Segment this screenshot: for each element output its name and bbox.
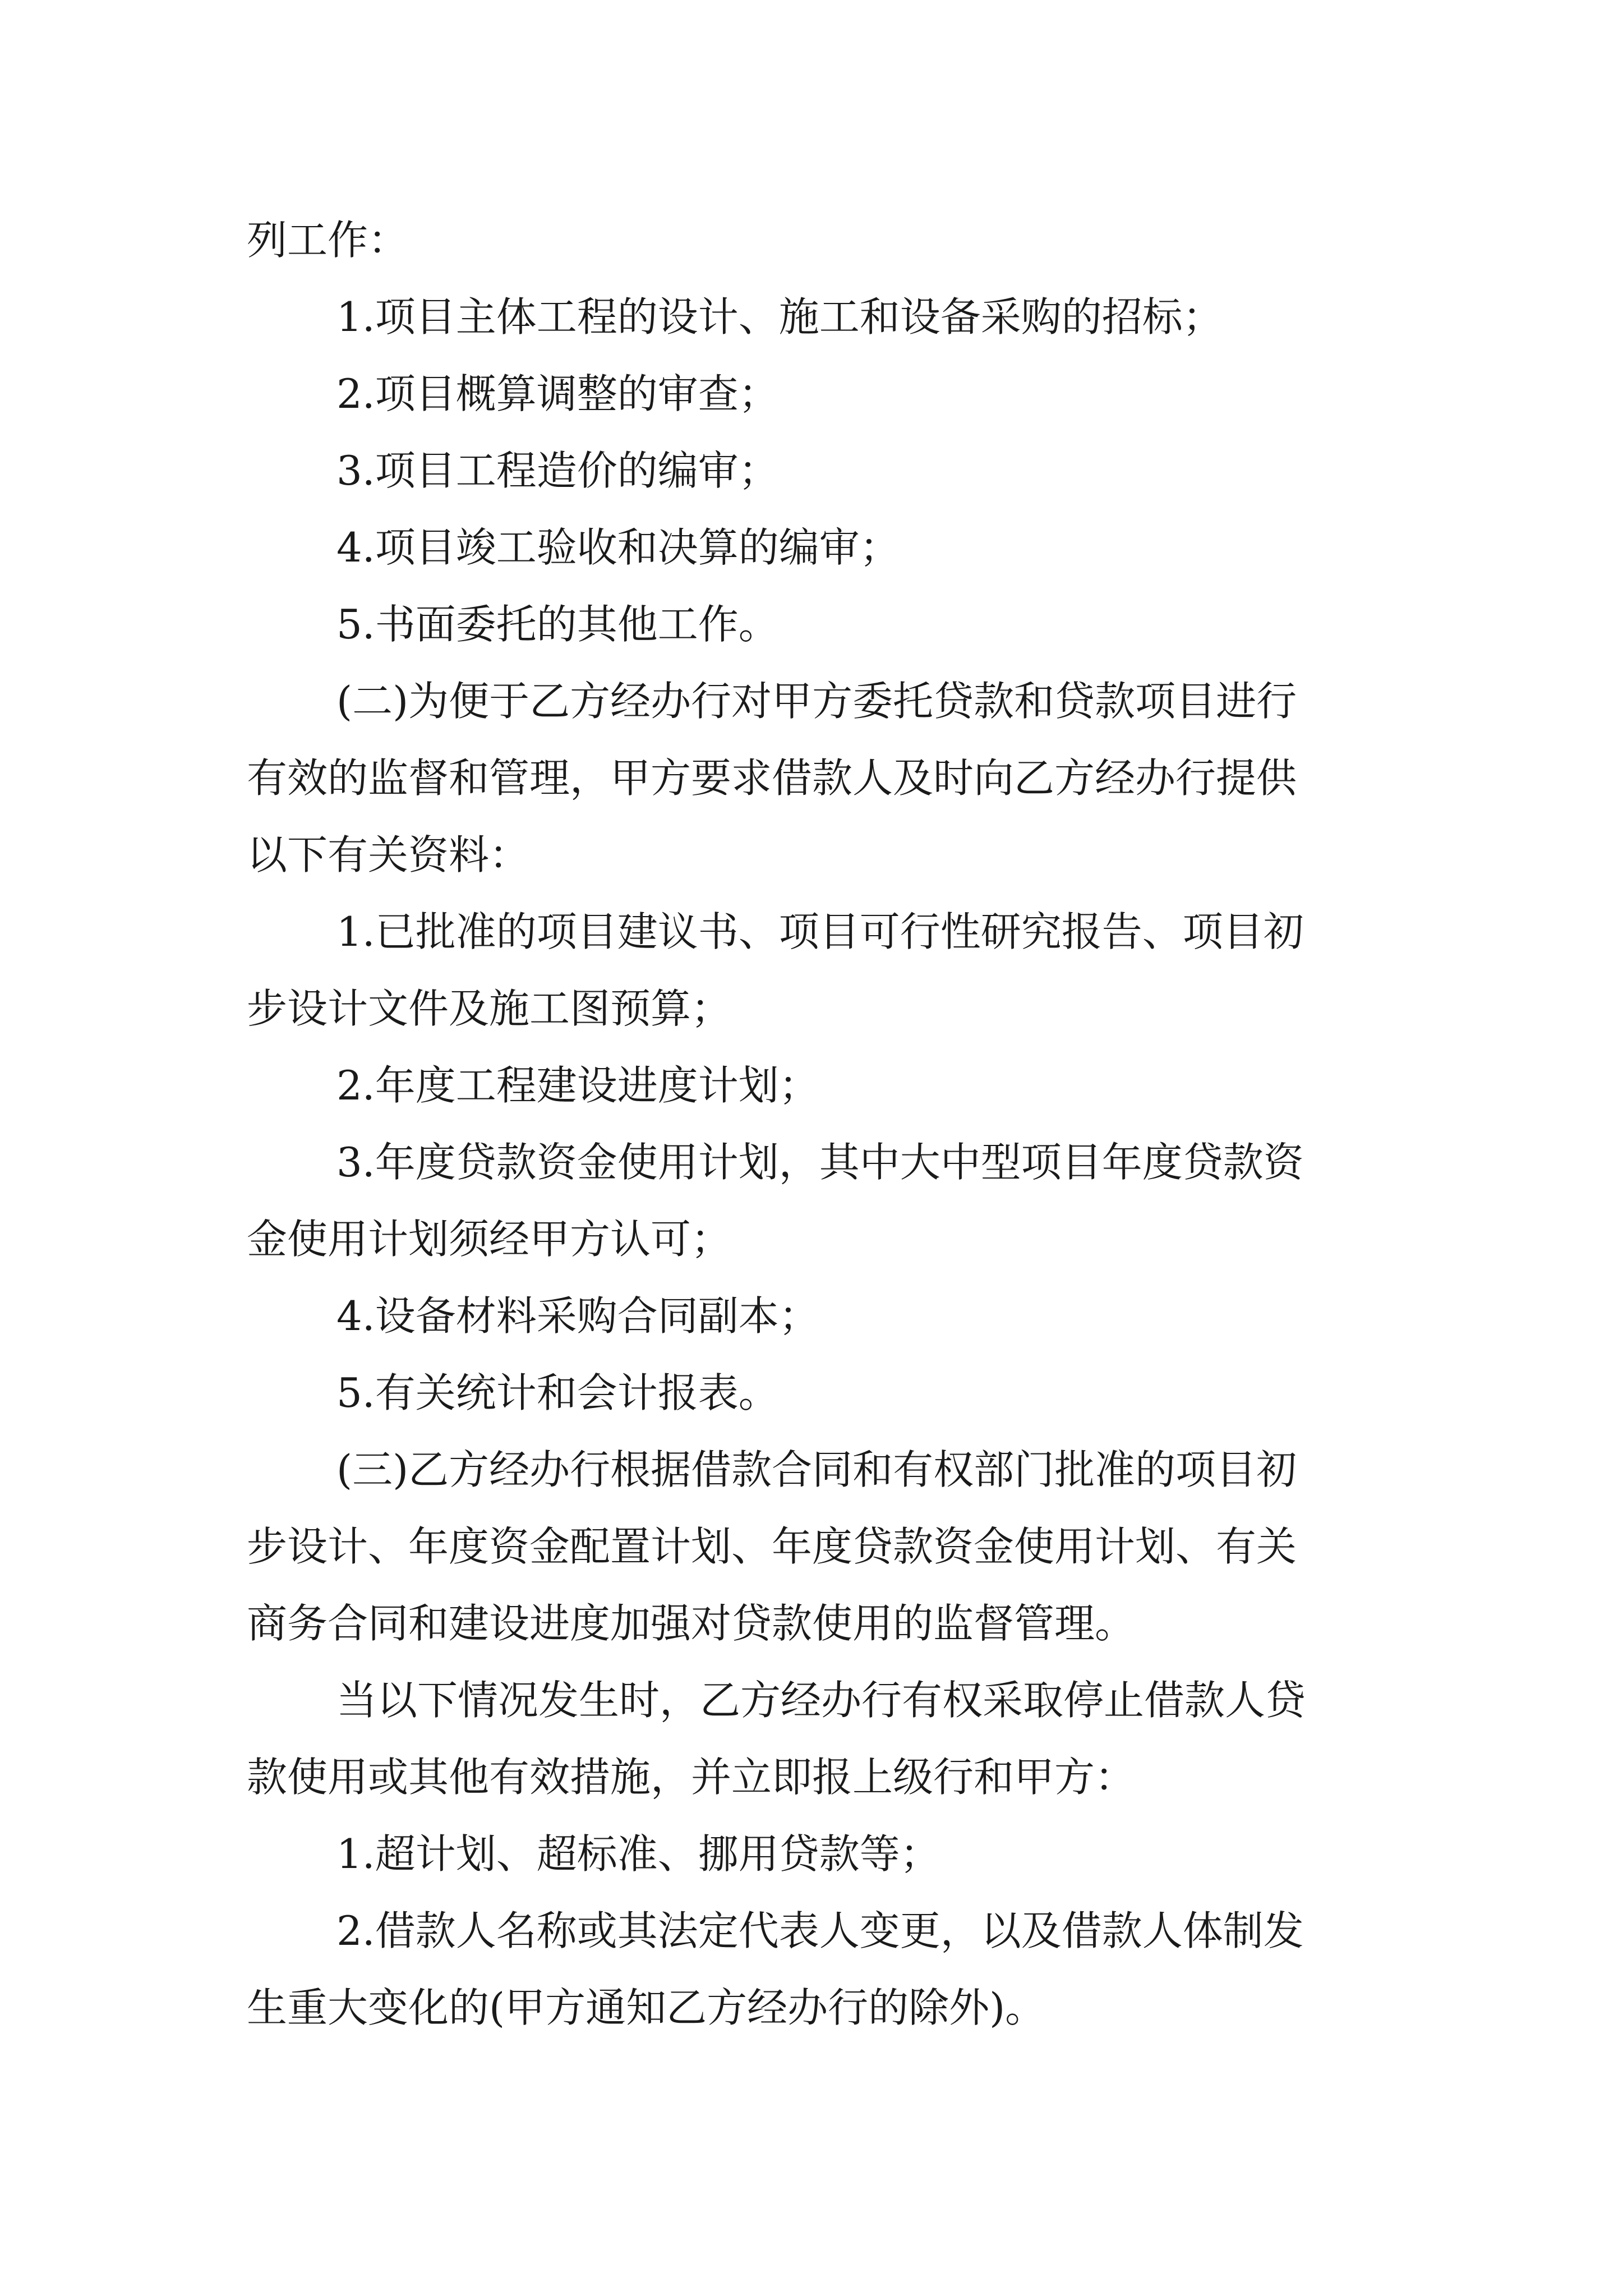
- body-line: (三)乙方经办行根据借款合同和有权部门批准的项目初: [336, 1446, 1297, 1493]
- body-line: 4.项目竣工验收和决算的编审；: [336, 524, 900, 571]
- body-line: 款使用或其他有效措施，并立即报上级行和甲方：: [247, 1754, 1136, 1801]
- body-line: 金使用计划须经甲方认可；: [247, 1216, 732, 1263]
- body-line: 2.项目概算调整的审查；: [336, 370, 779, 417]
- body-line: 5.有关统计和会计报表。: [336, 1369, 779, 1416]
- body-line: 1.项目主体工程的设计、施工和设备采购的招标；: [336, 293, 1223, 341]
- body-line: 2.年度工程建设进度计划；: [336, 1062, 819, 1109]
- document-page: [247, 202, 1380, 2046]
- body-line: 以下有关资料：: [247, 831, 530, 878]
- body-line: 步设计文件及施工图预算；: [247, 985, 732, 1032]
- body-line: 3.项目工程造价的编审；: [336, 447, 779, 494]
- body-line: (二)为便于乙方经办行对甲方委托贷款和贷款项目进行: [336, 678, 1297, 725]
- body-line: 步设计、年度资金配置计划、年度贷款资金使用计划、有关: [247, 1523, 1297, 1570]
- body-line: 3.年度贷款资金使用计划，其中大中型项目年度贷款资: [336, 1139, 1304, 1186]
- body-line: 商务合同和建设进度加强对贷款使用的监督管理。: [247, 1600, 1136, 1647]
- body-line: 当以下情况发生时，乙方经办行有权采取停止借款人贷: [336, 1677, 1306, 1724]
- body-line: 1.已批准的项目建议书、项目可行性研究报告、项目初: [336, 908, 1304, 955]
- body-line: 2.借款人名称或其法定代表人变更，以及借款人体制发: [336, 1907, 1304, 1954]
- body-line: 1.超计划、超标准、挪用贷款等；: [336, 1830, 940, 1878]
- body-line: 有效的监督和管理，甲方要求借款人及时向乙方经办行提供: [247, 754, 1297, 802]
- body-line: 列工作：: [247, 217, 409, 264]
- body-line: 5.书面委托的其他工作。: [336, 601, 779, 648]
- body-line: 4.设备材料采购合同副本；: [336, 1292, 819, 1340]
- body-line: 生重大变化的(甲方通知乙方经办行的除外)。: [247, 1984, 1046, 2031]
